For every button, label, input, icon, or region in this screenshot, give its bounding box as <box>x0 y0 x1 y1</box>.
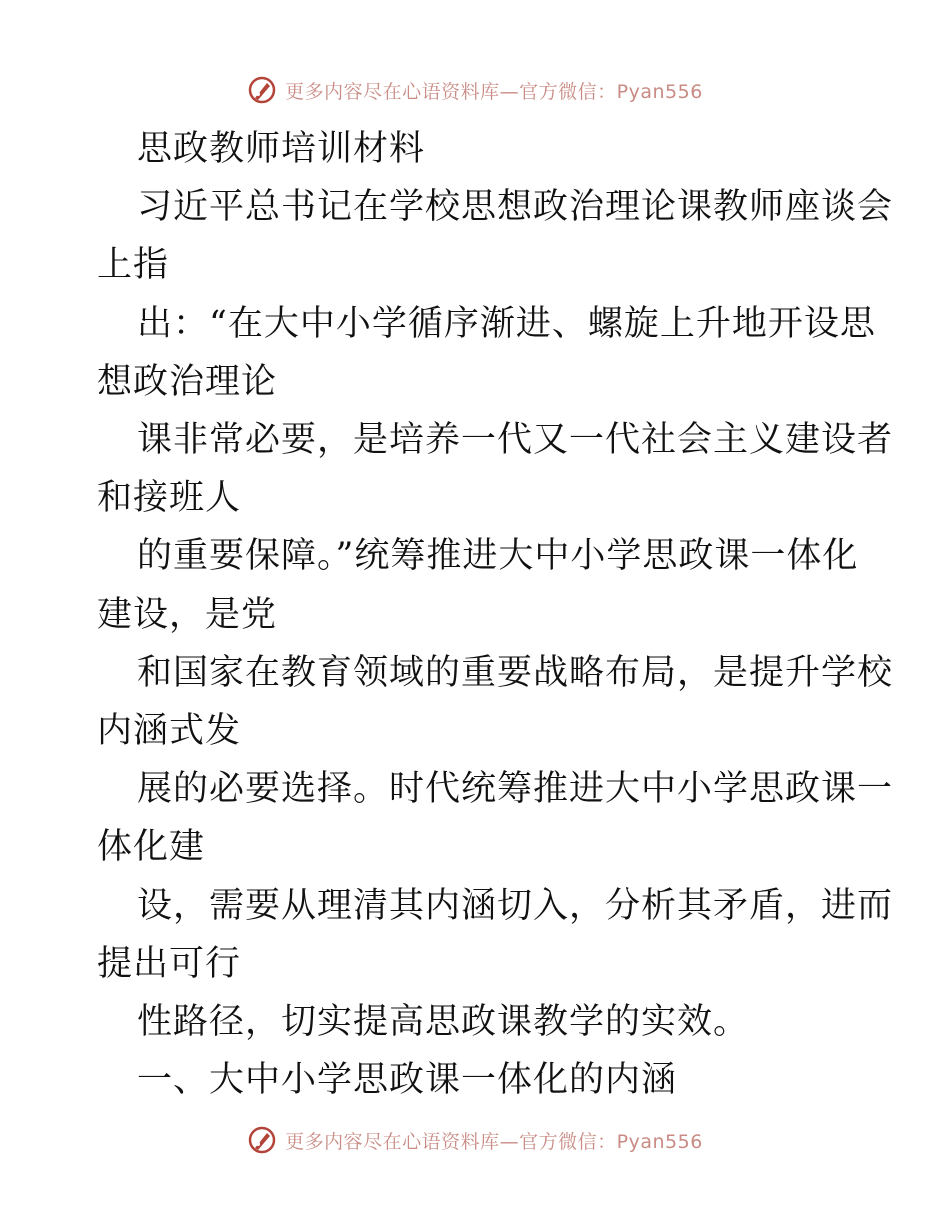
text-line: 内涵式发 <box>97 711 242 751</box>
text-line: 建设，是党 <box>97 594 278 635</box>
header-watermark <box>0 70 950 110</box>
text-line: 提出可行 <box>97 943 242 984</box>
text-line: 想政治理论 <box>97 361 278 402</box>
footer-watermark <box>0 1120 950 1160</box>
text-line: 和接班人 <box>97 478 242 519</box>
pen-circle-icon <box>247 75 277 105</box>
text-line: 设，需要从理清其内涵切入，分析其矛盾，进而 <box>137 885 894 926</box>
text-line: 上指 <box>97 245 170 286</box>
text-line: 展的必要选择。时代统筹推进大中小学思政课一 <box>137 769 894 810</box>
text-line: 的重要保障。”统筹推进大中小学思政课一体化 <box>137 536 859 577</box>
watermark-text: 更多内容尽在心语资料库—官方微信：Pyan556 <box>285 1130 703 1153</box>
text-line: 出：“在大中小学循序渐进、螺旋上升地开设思 <box>137 303 876 344</box>
text-line: 和国家在教育领域的重要战略布局，是提升学校 <box>137 652 894 693</box>
text-line: 一、大中小学思政课一体化的内涵 <box>137 1060 678 1101</box>
watermark-text: 更多内容尽在心语资料库—官方微信：Pyan556 <box>285 80 703 103</box>
text-line: 体化建 <box>97 827 206 868</box>
text-line: 思政教师培训材料 <box>137 129 426 169</box>
pen-circle-icon <box>247 1125 277 1155</box>
text-line: 课非常必要，是培养一代又一代社会主义建设者 <box>137 420 894 460</box>
text-line: 习近平总书记在学校思想政治理论课教师座谈会 <box>137 187 894 228</box>
text-line: 性路径，切实提高思政课教学的实效。 <box>137 1002 750 1042</box>
